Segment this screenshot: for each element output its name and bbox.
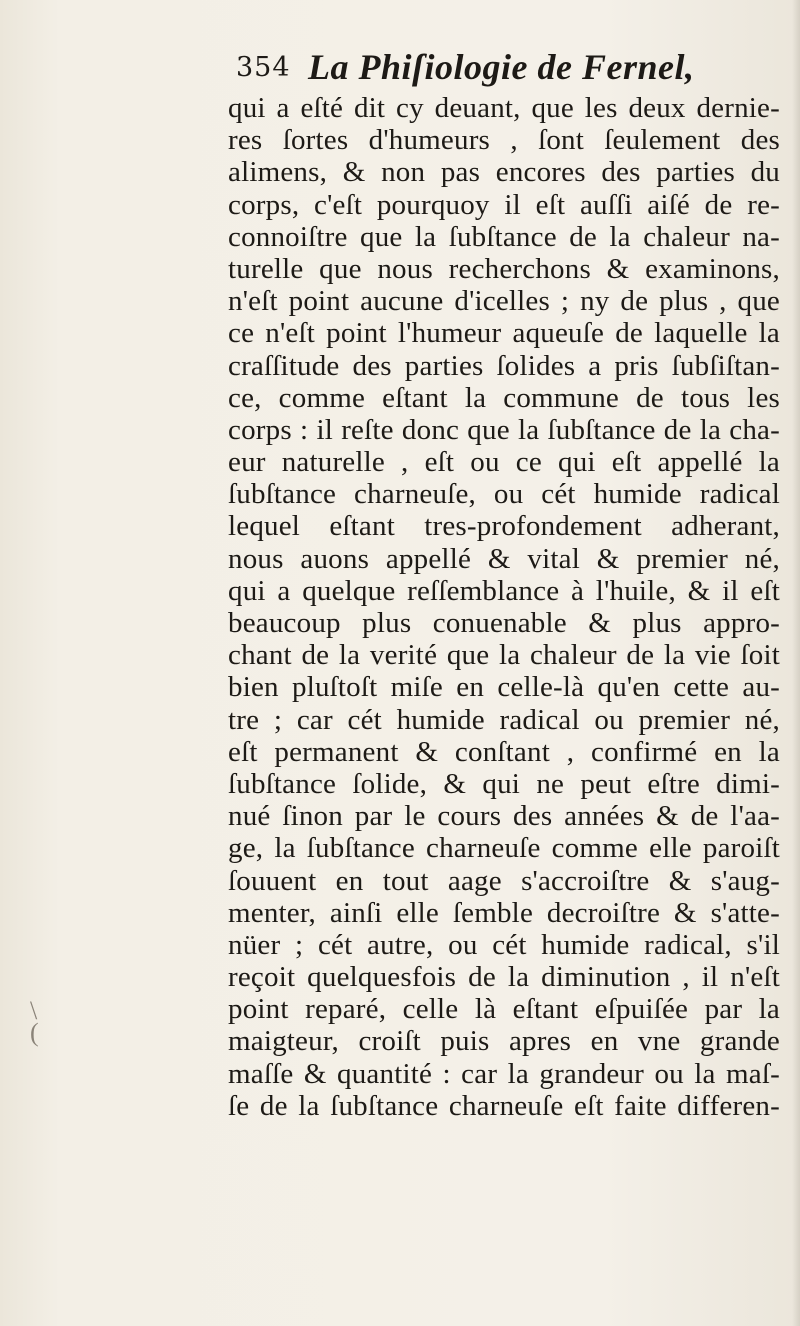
text-line: corps : il reſte donc que la ſubſtance de la cha-	[228, 413, 780, 446]
text-line: qui a eſté dit cy deuant, que les deux dernie-	[228, 92, 780, 124]
margin-mark: (	[30, 1018, 39, 1047]
text-line: point reparé, celle là eſtant eſpuiſée par la	[228, 993, 780, 1026]
body-text	[228, 92, 780, 1122]
text-line: ſubſtance charneuſe, ou cét humide radical	[228, 478, 780, 511]
text-line: nüer ; cét autre, ou cét humide radical, s'il	[228, 928, 780, 961]
text-line: ge, la ſubſtance charneuſe comme elle paroiſt	[228, 832, 780, 865]
margin-marks	[30, 996, 39, 1047]
text-line: nous auons appellé & vital & premier né,	[228, 542, 780, 575]
text-line: lequel eſtant tres-profondement adherant,	[228, 510, 780, 543]
page-header	[236, 46, 756, 92]
text-line: eur naturelle , eſt ou ce qui eſt appellé la	[228, 446, 780, 479]
text-line: qui a quelque reſſemblance à l'huile, & il eſt	[228, 574, 780, 607]
text-line: ſe de la ſubſtance charneuſe eſt faite differen-	[228, 1089, 780, 1122]
text-line: n'eſt point aucune d'icelles ; ny de plus , que	[228, 285, 780, 318]
text-line: ce, comme eſtant la commune de tous les	[228, 381, 780, 414]
text-line: maſſe & quantité : car la grandeur ou la maſ-	[228, 1057, 780, 1090]
margin-mark: \	[30, 996, 38, 1025]
page-edge-shadow	[792, 0, 800, 1326]
text-line: corps, c'eſt pourquoy il eſt auſſi aiſé de re-	[228, 188, 780, 221]
text-line: bien pluſtoſt miſe en celle-là qu'en cette au-	[228, 671, 780, 704]
running-title: La Phiſiologie de Fernel,	[308, 47, 695, 87]
text-line: menter, ainſi elle ſemble decroiſtre & s'atte-	[228, 896, 780, 929]
text-line: ce n'eſt point l'humeur aqueuſe de laquelle la	[228, 317, 780, 350]
text-line: turelle que nous recherchons & examinons,	[228, 252, 780, 285]
text-line: reçoit quelquesfois de la diminution , il n'eſt	[228, 961, 780, 994]
text-line: chant de la verité que la chaleur de la vie ſoit	[228, 639, 780, 672]
text-line: res ſortes d'humeurs , ſont ſeulement des	[228, 124, 780, 157]
text-line: connoiſtre que la ſubſtance de la chaleur na-	[228, 220, 780, 253]
page-number: 354	[236, 52, 291, 83]
text-line: maigteur, croiſt puis apres en vne grande	[228, 1025, 780, 1058]
text-line: tre ; car cét humide radical ou premier né,	[228, 703, 780, 736]
text-line: nué ſinon par le cours des années & de l'aa-	[228, 800, 780, 833]
text-line: craſſitude des parties ſolides a pris ſubſiſtan-	[228, 349, 780, 382]
text-line: ſouuent en tout aage s'accroiſtre & s'aug-	[228, 864, 780, 897]
text-line: ſubſtance ſolide, & qui ne peut eſtre dimi-	[228, 767, 780, 800]
text-line: alimens, & non pas encores des parties du	[228, 156, 780, 189]
text-line: beaucoup plus conuenable & plus appro-	[228, 607, 780, 639]
text-line: eſt permanent & conſtant , confirmé en la	[228, 735, 780, 768]
